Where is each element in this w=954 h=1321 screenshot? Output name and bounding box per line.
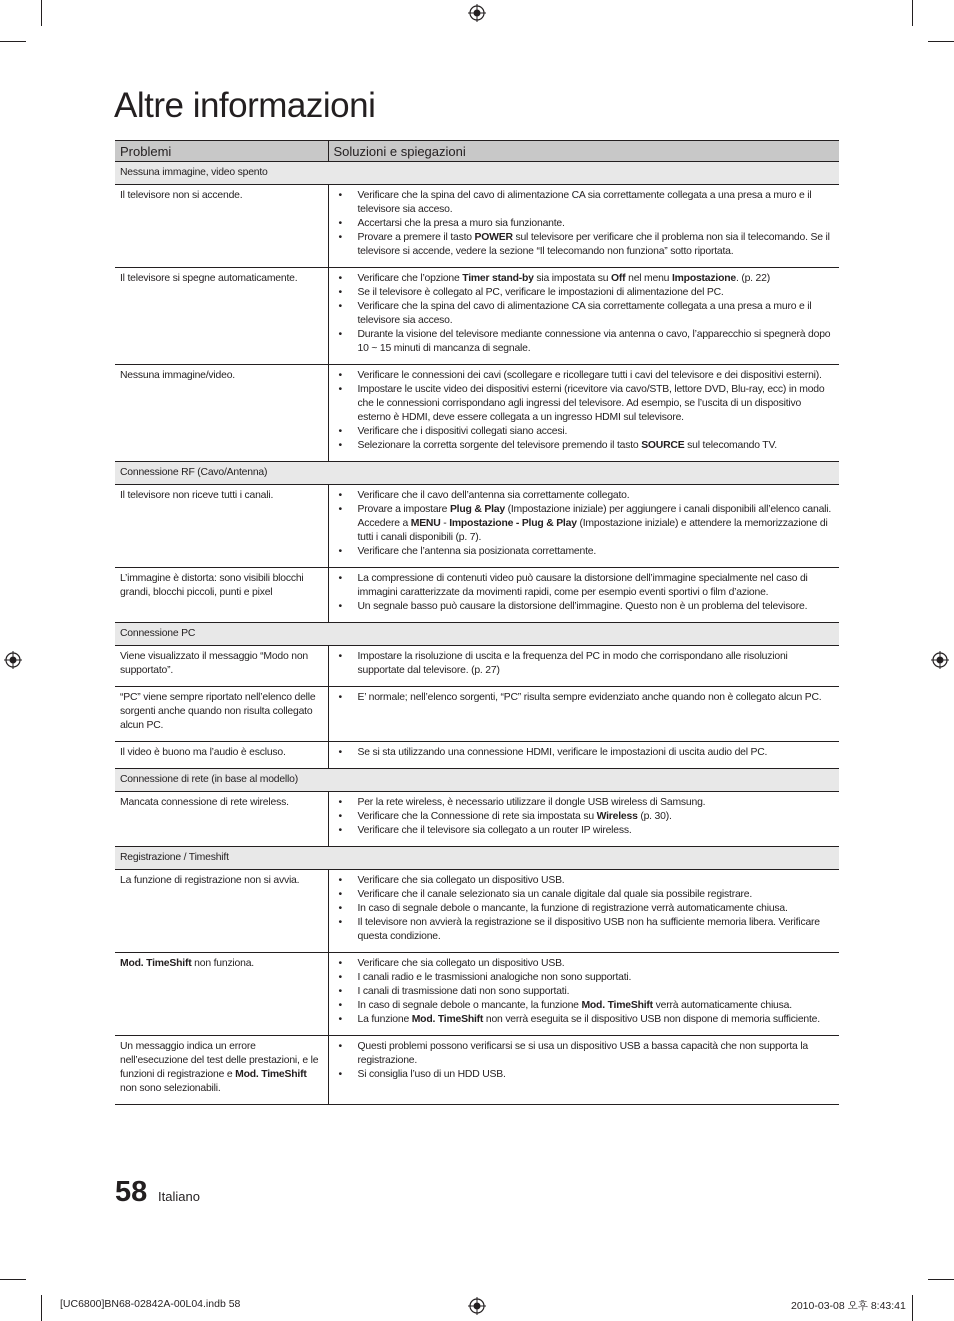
solutions-cell bbox=[328, 485, 839, 568]
section-title: Nessuna immagine, video spento bbox=[115, 162, 839, 185]
list-item: • In caso di segnale debole o mancante, la funzione Mod. TimeShift verrà automaticamente chiusa. bbox=[339, 999, 835, 1013]
list-item: • E’ normale; nell’elenco sorgenti, “PC” risulta sempre evidenziato anche quando non è collegato alcun PC. bbox=[339, 691, 835, 705]
list-item: • Se il televisore è collegato al PC, verificare le impostazioni di alimentazione del PC. bbox=[339, 286, 835, 300]
solutions-list bbox=[339, 691, 835, 705]
list-item: • Impostare la risoluzione di uscita e la frequenza del PC in modo che corrispondano alle risoluzioni supportate dal televisore. (p. 27) bbox=[339, 650, 835, 678]
problem-cell: Mancata connessione di rete wireless. bbox=[115, 792, 328, 847]
section-title: Registrazione / Timeshift bbox=[115, 847, 839, 870]
section-header-row bbox=[115, 162, 839, 185]
solutions-list bbox=[339, 272, 835, 356]
list-item: • Verificare che sia collegato un dispositivo USB. bbox=[339, 874, 835, 888]
registration-mark-icon bbox=[4, 651, 22, 669]
list-item: • Questi problemi possono verificarsi se si usa un dispositivo USB a bassa capacità che non supporta la registrazione. bbox=[339, 1040, 835, 1068]
solutions-list bbox=[339, 796, 835, 838]
solutions-cell bbox=[328, 742, 839, 769]
page-title: Altre informazioni bbox=[114, 86, 376, 125]
list-item: • In caso di segnale debole o mancante, la funzione di registrazione verrà automaticamente chiusa. bbox=[339, 902, 835, 916]
problem-cell: Un messaggio indica un errore nell’esecuzione del test delle prestazioni, e le funzioni di registrazione e Mod. TimeShift non sono selezionabili. bbox=[115, 1036, 328, 1105]
list-item: • Verificare le connessioni dei cavi (scollegare e ricollegare tutti i cavi del televisore e dei dispositivi esterni). bbox=[339, 369, 835, 383]
problem-cell: Nessuna immagine/video. bbox=[115, 365, 328, 462]
table-row bbox=[115, 268, 839, 365]
problem-cell: Il video è buono ma l’audio è escluso. bbox=[115, 742, 328, 769]
table-row bbox=[115, 953, 839, 1036]
section-title: Connessione PC bbox=[115, 623, 839, 646]
solutions-cell bbox=[328, 365, 839, 462]
list-item: • Verificare che i dispositivi collegati siano accesi. bbox=[339, 425, 835, 439]
problem-cell: La funzione di registrazione non si avvia. bbox=[115, 870, 328, 953]
section-title: Connessione RF (Cavo/Antenna) bbox=[115, 462, 839, 485]
solutions-cell bbox=[328, 185, 839, 268]
problem-cell: Viene visualizzato il messaggio “Modo non supportato”. bbox=[115, 646, 328, 687]
registration-mark-icon bbox=[468, 4, 486, 22]
list-item: • Verificare che il cavo dell’antenna sia correttamente collegato. bbox=[339, 489, 835, 503]
footer-file-name: [UC6800]BN68-02842A-00L04.indb 58 bbox=[60, 1298, 241, 1310]
list-item: • Si consiglia l’uso di un HDD USB. bbox=[339, 1068, 835, 1082]
registration-mark-icon bbox=[468, 1297, 486, 1315]
solutions-list bbox=[339, 572, 835, 614]
section-header-row bbox=[115, 769, 839, 792]
list-item: • Verificare che la spina del cavo di alimentazione CA sia correttamente collegata a una presa a muro e il televisore sia acceso. bbox=[339, 189, 835, 217]
list-item: • Verificare che l’opzione Timer stand-by sia impostata su Off nel menu Impostazione. (p. 22) bbox=[339, 272, 835, 286]
column-header-problems: Problemi bbox=[115, 141, 328, 162]
table-row bbox=[115, 365, 839, 462]
table-row bbox=[115, 646, 839, 687]
table-row bbox=[115, 1036, 839, 1105]
list-item: • Verificare che l’antenna sia posizionata correttamente. bbox=[339, 545, 835, 559]
problem-cell: Mod. TimeShift non funziona. bbox=[115, 953, 328, 1036]
list-item: • Il televisore non avvierà la registrazione se il dispositivo USB non ha sufficiente memoria libera. Verificare questa condizione. bbox=[339, 916, 835, 944]
solutions-list bbox=[339, 369, 835, 453]
section-header-row bbox=[115, 462, 839, 485]
solutions-cell bbox=[328, 1036, 839, 1105]
footer-timestamp: 2010-03-08 오후 8:43:41 bbox=[791, 1300, 906, 1312]
solutions-cell bbox=[328, 568, 839, 623]
solutions-list bbox=[339, 957, 835, 1027]
solutions-cell bbox=[328, 646, 839, 687]
table-row bbox=[115, 687, 839, 742]
solutions-cell bbox=[328, 268, 839, 365]
table-row bbox=[115, 870, 839, 953]
page-number: 58 bbox=[115, 1176, 148, 1208]
crop-mark bbox=[41, 0, 42, 26]
list-item: • I canali radio e le trasmissioni analogiche non sono supportati. bbox=[339, 971, 835, 985]
section-header-row bbox=[115, 847, 839, 870]
problem-cell: “PC” viene sempre riportato nell’elenco delle sorgenti anche quando non risulta collegato alcun PC. bbox=[115, 687, 328, 742]
troubleshooting-table bbox=[115, 140, 839, 1105]
solutions-list bbox=[339, 189, 835, 259]
table-row bbox=[115, 568, 839, 623]
problem-cell: L’immagine è distorta: sono visibili blocchi grandi, blocchi piccoli, punti e pixel bbox=[115, 568, 328, 623]
list-item: • Verificare che la spina del cavo di alimentazione CA sia correttamente collegata a una presa a muro e il televisore sia acceso. bbox=[339, 300, 835, 328]
list-item: • Selezionare la corretta sorgente del televisore premendo il tasto SOURCE sul telecomando TV. bbox=[339, 439, 835, 453]
list-item: • Verificare che la Connessione di rete sia impostata su Wireless (p. 30). bbox=[339, 810, 835, 824]
solutions-list bbox=[339, 489, 835, 559]
page-language: Italiano bbox=[158, 1189, 200, 1204]
column-header-solutions: Soluzioni e spiegazioni bbox=[328, 141, 839, 162]
solutions-list bbox=[339, 650, 835, 678]
crop-mark bbox=[0, 41, 26, 42]
table-row bbox=[115, 792, 839, 847]
problem-cell: Il televisore non si accende. bbox=[115, 185, 328, 268]
section-header-row bbox=[115, 623, 839, 646]
solutions-cell bbox=[328, 687, 839, 742]
list-item: • Verificare che sia collegato un dispositivo USB. bbox=[339, 957, 835, 971]
list-item: • Provare a impostare Plug & Play (Impostazione iniziale) per aggiungere i canali disponibili all’elenco canali. Accedere a MENU - Impostazione - Plug & Play (Impostazione iniziale) e attendere la memorizzazione di tutti i canali disponibili (p. 7). bbox=[339, 503, 835, 545]
registration-mark-icon bbox=[931, 651, 949, 669]
crop-mark bbox=[912, 1295, 913, 1321]
solutions-cell bbox=[328, 792, 839, 847]
list-item: • Verificare che il canale selezionato sia un canale digitale dal quale sia possibile registrare. bbox=[339, 888, 835, 902]
crop-mark bbox=[928, 1279, 954, 1280]
list-item: • La funzione Mod. TimeShift non verrà eseguita se il dispositivo USB non dispone di memoria sufficiente. bbox=[339, 1013, 835, 1027]
list-item: • Se si sta utilizzando una connessione HDMI, verificare le impostazioni di uscita audio del PC. bbox=[339, 746, 835, 760]
list-item: • Durante la visione del televisore mediante connessione via antenna o cavo, l’apparecchio si spegnerà dopo 10 ~ 15 minuti di mancanza di segnale. bbox=[339, 328, 835, 356]
problem-cell: Il televisore non riceve tutti i canali. bbox=[115, 485, 328, 568]
crop-mark bbox=[928, 41, 954, 42]
table-header-row bbox=[115, 141, 839, 162]
solutions-cell bbox=[328, 870, 839, 953]
list-item: • Provare a premere il tasto POWER sul televisore per verificare che il problema non sia il telecomando. Se il televisore si accende, vedere la sezione “Il telecomando non funziona” sotto riportata. bbox=[339, 231, 835, 259]
section-title: Connessione di rete (in base al modello) bbox=[115, 769, 839, 792]
table-row bbox=[115, 185, 839, 268]
solutions-list bbox=[339, 874, 835, 944]
list-item: • I canali di trasmissione dati non sono supportati. bbox=[339, 985, 835, 999]
list-item: • Un segnale basso può causare la distorsione dell’immagine. Questo non è un problema del televisore. bbox=[339, 600, 835, 614]
crop-mark bbox=[41, 1295, 42, 1321]
crop-mark bbox=[912, 0, 913, 26]
solutions-list bbox=[339, 1040, 835, 1082]
solutions-list bbox=[339, 746, 835, 760]
table-row bbox=[115, 742, 839, 769]
table-body bbox=[115, 162, 839, 1105]
list-item: • Verificare che il televisore sia collegato a un router IP wireless. bbox=[339, 824, 835, 838]
problem-cell: Il televisore si spegne automaticamente. bbox=[115, 268, 328, 365]
list-item: • Accertarsi che la presa a muro sia funzionante. bbox=[339, 217, 835, 231]
solutions-cell bbox=[328, 953, 839, 1036]
list-item: • La compressione di contenuti video può causare la distorsione dell’immagine specialmente nel caso di immagini caratterizzate da movimenti rapidi, come per esempio eventi sportivi o film d’azione. bbox=[339, 572, 835, 600]
list-item: • Impostare le uscite video dei dispositivi esterni (ricevitore via cavo/STB, lettore DVD, Blu-ray, ecc) in modo che le connessioni corrispondano agli ingressi del televisore. Ad esempio, se l’uscita di un dispositivo esterno è HDMI, deve essere collegata a un ingresso HDMI sul televisore. bbox=[339, 383, 835, 425]
list-item: • Per la rete wireless, è necessario utilizzare il dongle USB wireless di Samsung. bbox=[339, 796, 835, 810]
table-row bbox=[115, 485, 839, 568]
crop-mark bbox=[0, 1279, 26, 1280]
